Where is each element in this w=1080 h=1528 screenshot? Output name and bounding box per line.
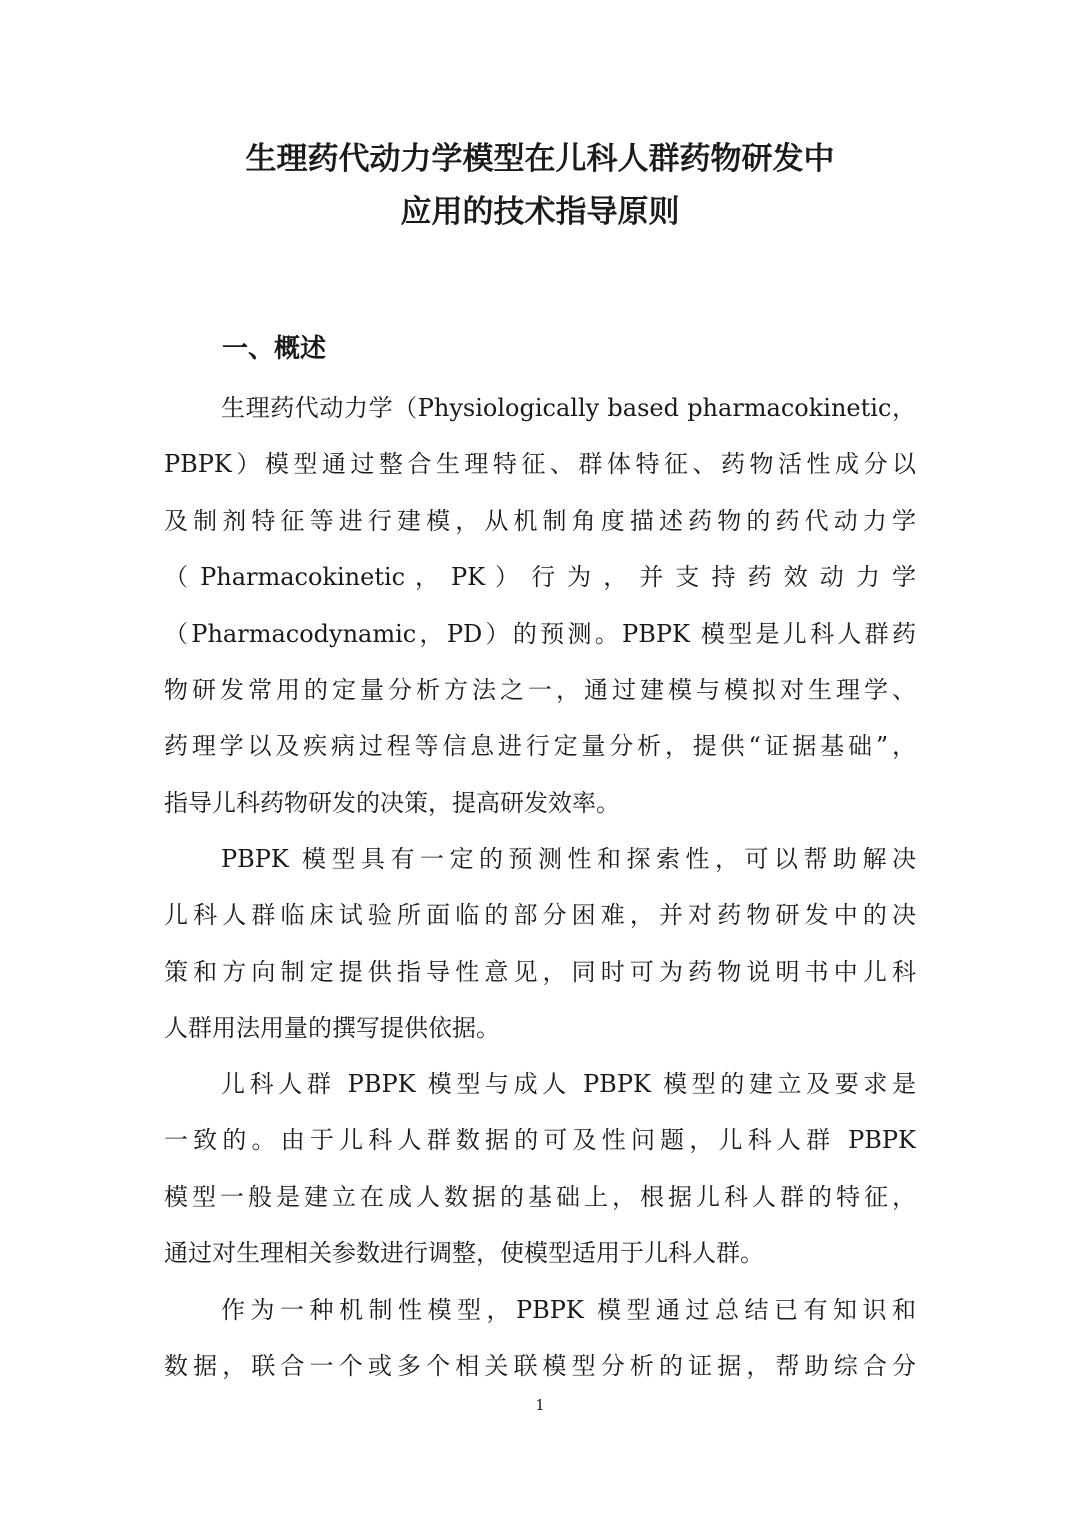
paragraph-line: 模型一般是建立在成人数据的基础上，根据儿科人群的特征，: [164, 1182, 916, 1211]
paragraph-line: 人群用法用量的撰写提供依据。: [164, 1014, 500, 1043]
paragraph-line: 药理学以及疾病过程等信息进行定量分析，提供“证据基础”，: [164, 732, 916, 761]
document-title-line-2: 应用的技术指导原则: [400, 194, 680, 230]
paragraph-line: 策和方向制定提供指导性意见，同时可为药物说明书中儿科: [164, 957, 916, 986]
paragraph-line: 指导儿科药物研发的决策，提高研发效率。: [164, 788, 620, 817]
paragraph-line: PBPK）模型通过整合生理特征、群体特征、药物活性成分以: [164, 450, 916, 479]
document-title-line-1: 生理药代动力学模型在儿科人群药物研发中: [245, 141, 835, 177]
paragraph-3: [164, 1056, 916, 1282]
paragraph-line: 通过对生理相关参数进行调整，使模型适用于儿科人群。: [164, 1239, 764, 1268]
paragraph-line: 作为一种机制性模型，PBPK 模型通过总结已有知识和: [221, 1296, 916, 1324]
paragraph-line: 数据，联合一个或多个相关联模型分析的证据，帮助综合分: [164, 1352, 916, 1381]
paragraph-line: 物研发常用的定量分析方法之一，通过建模与模拟对生理学、: [164, 675, 916, 704]
paragraph-line: 儿科人群临床试验所面临的部分困难，并对药物研发中的决: [164, 901, 916, 930]
paragraph-2: [164, 831, 916, 1057]
paragraph-1: [164, 380, 916, 831]
paragraph-line: PBPK 模型具有一定的预测性和探索性，可以帮助解决: [221, 845, 916, 873]
section-heading-overview: 一、概述: [222, 334, 327, 364]
page-number: 1: [535, 1396, 545, 1414]
paragraph-line: （Pharmacodynamic，PD）的预测。PBPK 模型是儿科人群药: [164, 619, 916, 648]
paragraph-line: （ Pharmacokinetic ， PK ） 行 为 ， 并 支 持 药 效 动 力 学: [164, 563, 916, 592]
paragraph-line: 一致的。由于儿科人群数据的可及性问题，儿科人群 PBPK: [164, 1126, 916, 1155]
paragraph-line: 儿科人群 PBPK 模型与成人 PBPK 模型的建立及要求是: [221, 1070, 916, 1098]
paragraph-4: [164, 1282, 916, 1395]
paragraph-line: 生理药代动力学（Physiologically based pharmacokinetic，: [221, 394, 916, 422]
paragraph-line: 及制剂特征等进行建模，从机制角度描述药物的药代动力学: [164, 506, 916, 535]
